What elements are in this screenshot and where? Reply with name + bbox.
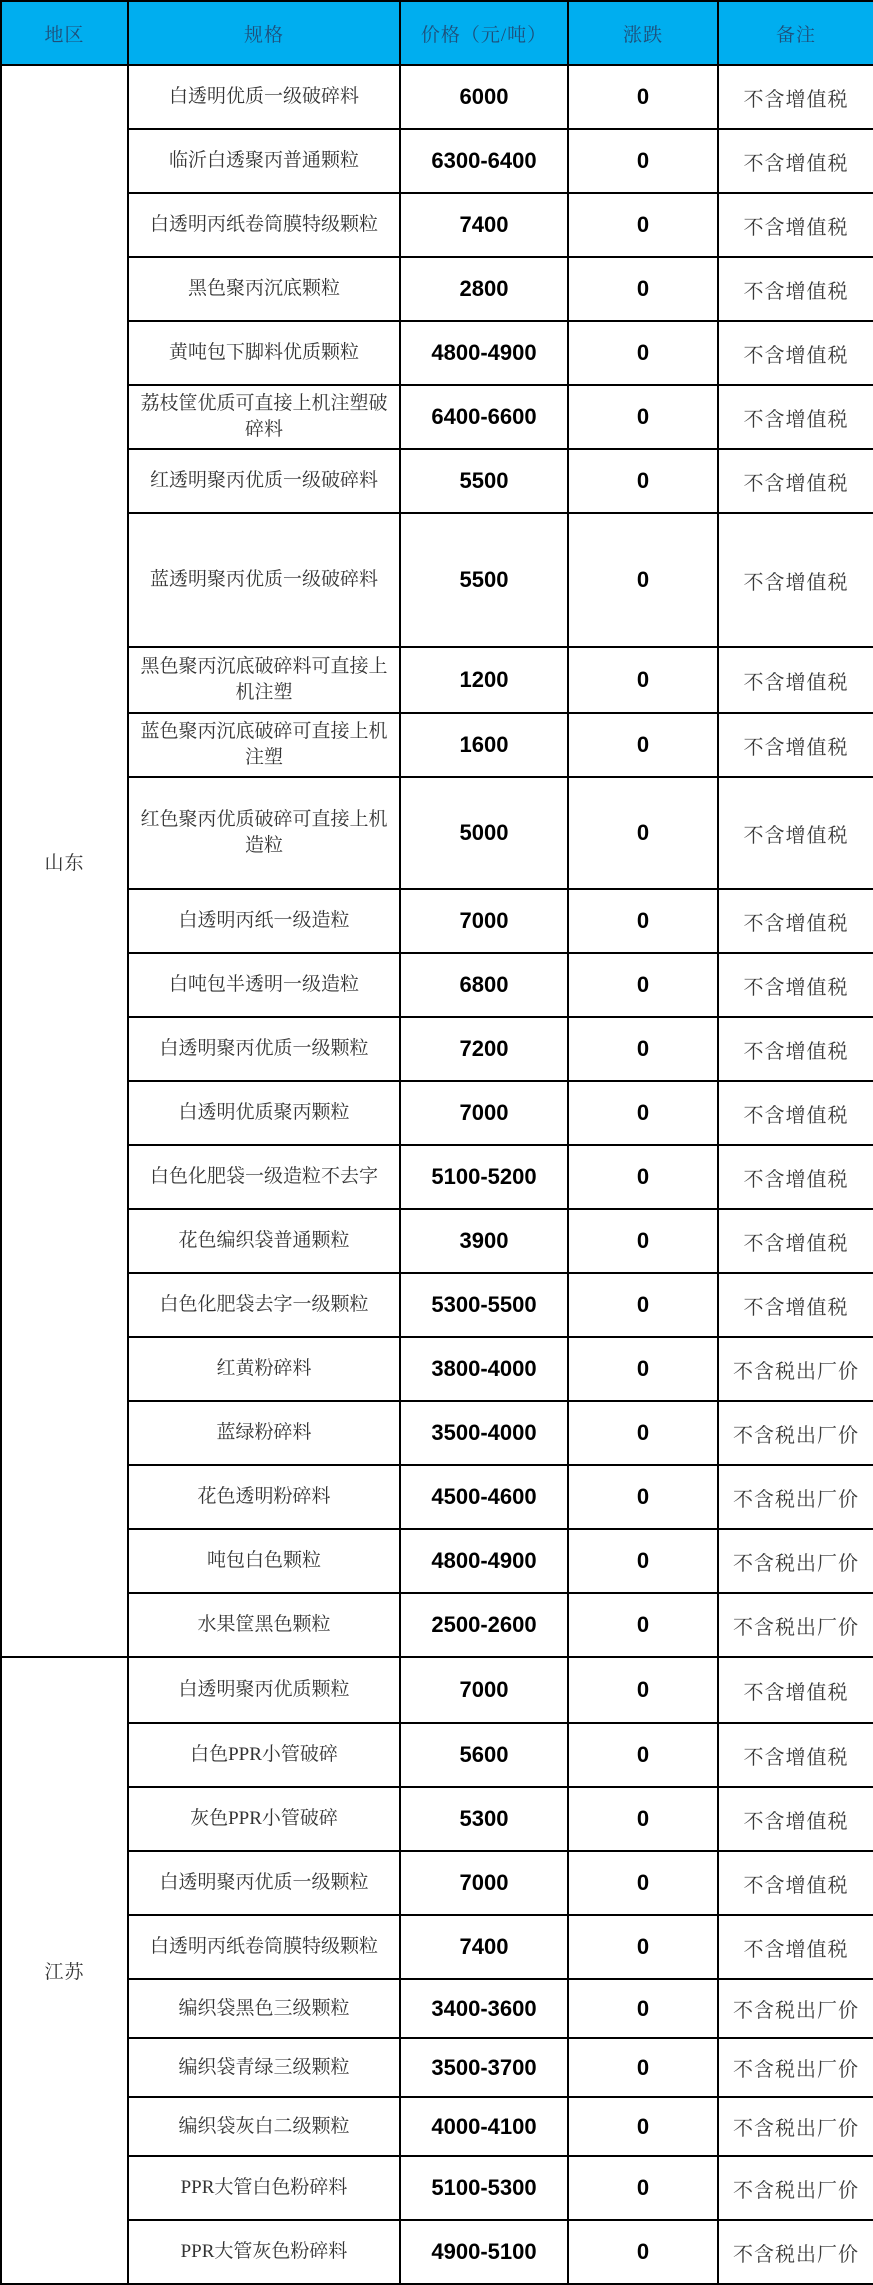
price-cell: 3500-3700 <box>400 2038 568 2097</box>
spec-cell: 黄吨包下脚料优质颗粒 <box>128 321 400 385</box>
note-cell: 不含增值税 <box>718 647 873 713</box>
table-row <box>1 1851 873 1915</box>
change-cell: 0 <box>568 1145 718 1209</box>
table-row <box>1 1209 873 1273</box>
price-cell: 3900 <box>400 1209 568 1273</box>
change-cell: 0 <box>568 1787 718 1851</box>
note-cell: 不含税出厂价 <box>718 1529 873 1593</box>
change-cell: 0 <box>568 449 718 513</box>
spec-cell: 白色化肥袋一级造粒不去字 <box>128 1145 400 1209</box>
note-cell: 不含增值税 <box>718 1915 873 1979</box>
table-row <box>1 1273 873 1337</box>
note-cell: 不含增值税 <box>718 1081 873 1145</box>
header-cell-price: 价格（元/吨） <box>400 1 568 65</box>
region-cell: 山东 <box>1 65 128 1657</box>
header-cell-region: 地区 <box>1 1 128 65</box>
price-cell: 5300-5500 <box>400 1273 568 1337</box>
spec-cell: 编织袋青绿三级颗粒 <box>128 2038 400 2097</box>
price-cell: 7000 <box>400 1657 568 1723</box>
table-row <box>1 713 873 777</box>
note-cell: 不含税出厂价 <box>718 2156 873 2220</box>
header-cell-spec: 规格 <box>128 1 400 65</box>
change-cell: 0 <box>568 65 718 129</box>
table-row <box>1 953 873 1017</box>
price-cell: 6300-6400 <box>400 129 568 193</box>
change-cell: 0 <box>568 129 718 193</box>
note-cell: 不含增值税 <box>718 1145 873 1209</box>
note-cell: 不含增值税 <box>718 65 873 129</box>
note-cell: 不含税出厂价 <box>718 1465 873 1529</box>
spec-cell: 黑色聚丙沉底颗粒 <box>128 257 400 321</box>
table-row <box>1 321 873 385</box>
spec-cell: 红透明聚丙优质一级破碎料 <box>128 449 400 513</box>
note-cell: 不含增值税 <box>718 129 873 193</box>
table-row <box>1 1017 873 1081</box>
spec-cell: 白透明聚丙优质一级颗粒 <box>128 1017 400 1081</box>
spec-cell: 白透明聚丙优质颗粒 <box>128 1657 400 1723</box>
note-cell: 不含税出厂价 <box>718 1593 873 1657</box>
note-cell: 不含增值税 <box>718 193 873 257</box>
change-cell: 0 <box>568 321 718 385</box>
table-row <box>1 2220 873 2284</box>
change-cell: 0 <box>568 1017 718 1081</box>
change-cell: 0 <box>568 1915 718 1979</box>
table-row <box>1 1915 873 1979</box>
price-cell: 4800-4900 <box>400 321 568 385</box>
price-cell: 7400 <box>400 193 568 257</box>
spec-cell: 白透明优质聚丙颗粒 <box>128 1081 400 1145</box>
price-cell: 7000 <box>400 1851 568 1915</box>
table-row <box>1 777 873 889</box>
price-cell: 4800-4900 <box>400 1529 568 1593</box>
table-row <box>1 1081 873 1145</box>
change-cell: 0 <box>568 889 718 953</box>
note-cell: 不含增值税 <box>718 1273 873 1337</box>
spec-cell: 白透明优质一级破碎料 <box>128 65 400 129</box>
spec-cell: PPR大管灰色粉碎料 <box>128 2220 400 2284</box>
price-cell: 5000 <box>400 777 568 889</box>
price-cell: 2800 <box>400 257 568 321</box>
price-cell: 5600 <box>400 1723 568 1787</box>
table-row <box>1 513 873 647</box>
change-cell: 0 <box>568 1209 718 1273</box>
price-cell: 1200 <box>400 647 568 713</box>
note-cell: 不含增值税 <box>718 953 873 1017</box>
spec-cell: 白色PPR小管破碎 <box>128 1723 400 1787</box>
note-cell: 不含增值税 <box>718 1657 873 1723</box>
header-cell-change: 涨跌 <box>568 1 718 65</box>
change-cell: 0 <box>568 1273 718 1337</box>
price-cell: 5100-5200 <box>400 1145 568 1209</box>
spec-cell: 蓝绿粉碎料 <box>128 1401 400 1465</box>
price-cell: 7000 <box>400 1081 568 1145</box>
price-cell: 6800 <box>400 953 568 1017</box>
table-row <box>1 1979 873 2038</box>
table-row <box>1 1787 873 1851</box>
spec-cell: 编织袋黑色三级颗粒 <box>128 1979 400 2038</box>
note-cell: 不含税出厂价 <box>718 1337 873 1401</box>
region-cell: 江苏 <box>1 1657 128 2284</box>
table-row <box>1 1465 873 1529</box>
spec-cell: 白透明丙纸卷筒膜特级颗粒 <box>128 193 400 257</box>
change-cell: 0 <box>568 647 718 713</box>
spec-cell: 蓝色聚丙沉底破碎可直接上机注塑 <box>128 713 400 777</box>
change-cell: 0 <box>568 513 718 647</box>
note-cell: 不含增值税 <box>718 1723 873 1787</box>
note-cell: 不含税出厂价 <box>718 1401 873 1465</box>
price-cell: 6000 <box>400 65 568 129</box>
note-cell: 不含税出厂价 <box>718 2220 873 2284</box>
change-cell: 0 <box>568 257 718 321</box>
change-cell: 0 <box>568 1401 718 1465</box>
spec-cell: 白透明丙纸一级造粒 <box>128 889 400 953</box>
spec-cell: 吨包白色颗粒 <box>128 1529 400 1593</box>
note-cell: 不含增值税 <box>718 513 873 647</box>
change-cell: 0 <box>568 1593 718 1657</box>
table-row <box>1 889 873 953</box>
change-cell: 0 <box>568 385 718 449</box>
price-cell: 5300 <box>400 1787 568 1851</box>
spec-cell: 白透明丙纸卷筒膜特级颗粒 <box>128 1915 400 1979</box>
table-header <box>1 1 873 65</box>
table-row <box>1 2156 873 2220</box>
change-cell: 0 <box>568 193 718 257</box>
change-cell: 0 <box>568 1723 718 1787</box>
note-cell: 不含增值税 <box>718 1209 873 1273</box>
note-cell: 不含增值税 <box>718 321 873 385</box>
spec-cell: 红黄粉碎料 <box>128 1337 400 1401</box>
price-cell: 7000 <box>400 889 568 953</box>
change-cell: 0 <box>568 713 718 777</box>
table-row <box>1 1657 873 1723</box>
price-cell: 5100-5300 <box>400 2156 568 2220</box>
note-cell: 不含增值税 <box>718 449 873 513</box>
spec-cell: 花色透明粉碎料 <box>128 1465 400 1529</box>
change-cell: 0 <box>568 2220 718 2284</box>
spec-cell: 花色编织袋普通颗粒 <box>128 1209 400 1273</box>
table-row <box>1 1723 873 1787</box>
change-cell: 0 <box>568 953 718 1017</box>
change-cell: 0 <box>568 1657 718 1723</box>
table-row <box>1 257 873 321</box>
price-cell: 7400 <box>400 1915 568 1979</box>
change-cell: 0 <box>568 2156 718 2220</box>
change-cell: 0 <box>568 1465 718 1529</box>
spec-cell: 水果筐黑色颗粒 <box>128 1593 400 1657</box>
note-cell: 不含税出厂价 <box>718 1979 873 2038</box>
change-cell: 0 <box>568 1851 718 1915</box>
note-cell: 不含增值税 <box>718 257 873 321</box>
note-cell: 不含增值税 <box>718 889 873 953</box>
spec-cell: 白色化肥袋去字一级颗粒 <box>128 1273 400 1337</box>
note-cell: 不含增值税 <box>718 1787 873 1851</box>
table-row <box>1 449 873 513</box>
price-cell: 4000-4100 <box>400 2097 568 2156</box>
note-cell: 不含增值税 <box>718 777 873 889</box>
table-row <box>1 65 873 129</box>
change-cell: 0 <box>568 1529 718 1593</box>
spec-cell: 灰色PPR小管破碎 <box>128 1787 400 1851</box>
table-row <box>1 1145 873 1209</box>
note-cell: 不含增值税 <box>718 713 873 777</box>
table-row <box>1 385 873 449</box>
price-cell: 4500-4600 <box>400 1465 568 1529</box>
spec-cell: 黑色聚丙沉底破碎料可直接上机注塑 <box>128 647 400 713</box>
spec-cell: 临沂白透聚丙普通颗粒 <box>128 129 400 193</box>
change-cell: 0 <box>568 2097 718 2156</box>
price-cell: 3800-4000 <box>400 1337 568 1401</box>
table-body <box>1 65 873 2284</box>
price-cell: 6400-6600 <box>400 385 568 449</box>
price-cell: 4900-5100 <box>400 2220 568 2284</box>
change-cell: 0 <box>568 777 718 889</box>
table-row <box>1 2097 873 2156</box>
price-cell: 3500-4000 <box>400 1401 568 1465</box>
note-cell: 不含税出厂价 <box>718 2038 873 2097</box>
note-cell: 不含税出厂价 <box>718 2097 873 2156</box>
table-row <box>1 193 873 257</box>
table-row <box>1 1401 873 1465</box>
spec-cell: 荔枝筐优质可直接上机注塑破碎料 <box>128 385 400 449</box>
change-cell: 0 <box>568 1979 718 2038</box>
spec-cell: 白透明聚丙优质一级颗粒 <box>128 1851 400 1915</box>
spec-cell: 编织袋灰白二级颗粒 <box>128 2097 400 2156</box>
spec-cell: PPR大管白色粉碎料 <box>128 2156 400 2220</box>
change-cell: 0 <box>568 1081 718 1145</box>
table-row <box>1 647 873 713</box>
table-row <box>1 129 873 193</box>
note-cell: 不含增值税 <box>718 385 873 449</box>
note-cell: 不含增值税 <box>718 1851 873 1915</box>
price-cell: 7200 <box>400 1017 568 1081</box>
price-cell: 2500-2600 <box>400 1593 568 1657</box>
spec-cell: 红色聚丙优质破碎可直接上机造粒 <box>128 777 400 889</box>
table-row <box>1 1529 873 1593</box>
change-cell: 0 <box>568 1337 718 1401</box>
table-row <box>1 2038 873 2097</box>
header-row <box>1 1 873 65</box>
table-row <box>1 1337 873 1401</box>
spec-cell: 蓝透明聚丙优质一级破碎料 <box>128 513 400 647</box>
table-row <box>1 1593 873 1657</box>
spec-cell: 白吨包半透明一级造粒 <box>128 953 400 1017</box>
price-cell: 3400-3600 <box>400 1979 568 2038</box>
note-cell: 不含增值税 <box>718 1017 873 1081</box>
header-cell-note: 备注 <box>718 1 873 65</box>
price-cell: 5500 <box>400 449 568 513</box>
price-cell: 5500 <box>400 513 568 647</box>
price-cell: 1600 <box>400 713 568 777</box>
change-cell: 0 <box>568 2038 718 2097</box>
